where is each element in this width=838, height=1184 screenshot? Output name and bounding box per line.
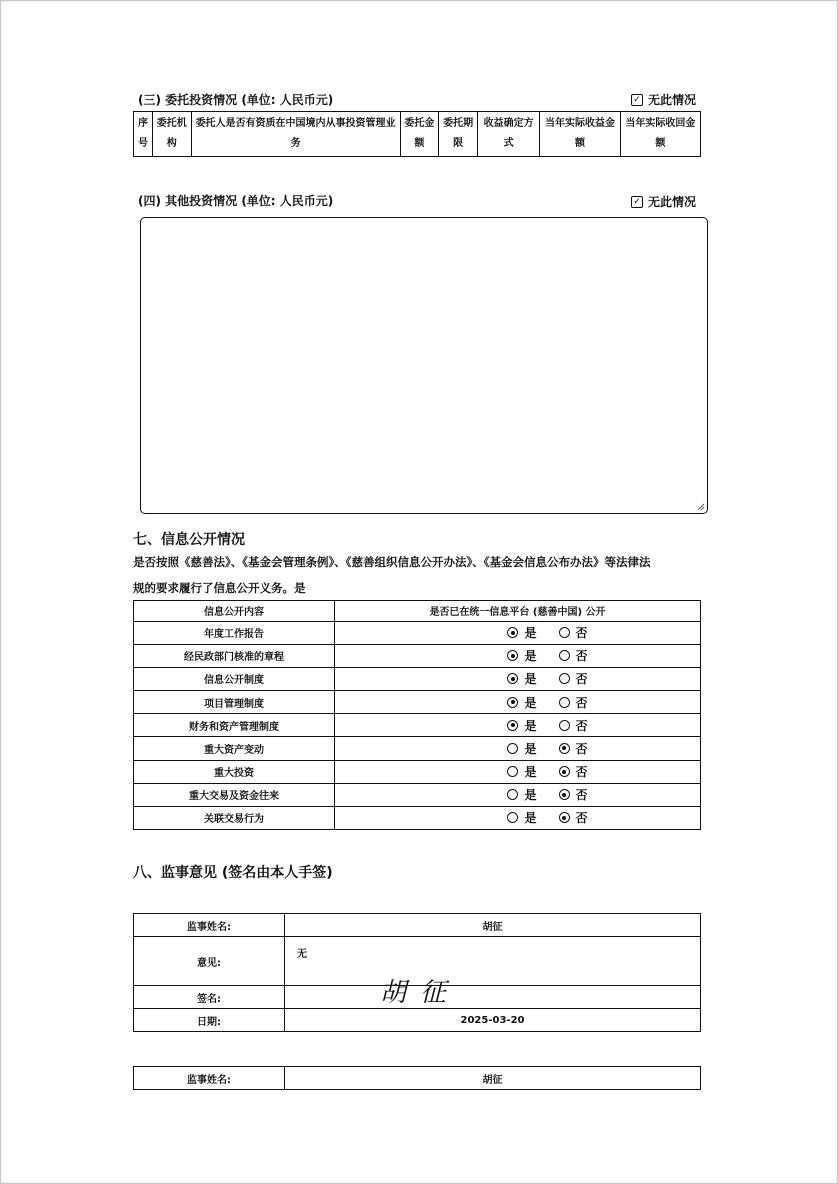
- radio-yes-icon[interactable]: [507, 720, 518, 731]
- radio-no-icon[interactable]: [559, 789, 570, 800]
- disclosure-row: [134, 667, 701, 690]
- entrust-table: [133, 111, 701, 157]
- disclosure-radio-group: [335, 737, 701, 760]
- entrust-header-cell: [152, 112, 191, 157]
- supervisor2-name-label: 监事姓名:: [134, 1067, 285, 1090]
- radio-no-label: 否: [575, 672, 588, 687]
- radio-yes-label: 是: [524, 788, 537, 803]
- disclosure-item-name: 信息公开制度: [134, 667, 335, 690]
- disclosure-item-name: 重大交易及资金往来: [134, 783, 335, 806]
- radio-no-label: 否: [575, 811, 588, 826]
- entrust-header-cell: [400, 112, 439, 157]
- disclosure-item-name: 项目管理制度: [134, 691, 335, 714]
- entrust-header-line2: 式: [503, 138, 514, 149]
- entrust-header-cell: [540, 112, 620, 157]
- radio-yes[interactable]: [507, 670, 536, 687]
- radio-yes-label: 是: [524, 626, 537, 641]
- disclosure-row: [134, 691, 701, 714]
- radio-yes[interactable]: [507, 763, 536, 780]
- checkbox-checked-icon[interactable]: ✓: [631, 94, 643, 106]
- entrust-header-line1: 序: [137, 118, 148, 129]
- entrust-header-line2: 限: [453, 138, 464, 149]
- radio-yes-icon[interactable]: [507, 789, 518, 800]
- entrust-header-line1: 委托人是否有资质在中国境内从事投资管理业: [195, 118, 396, 129]
- entrust-table-header: [134, 112, 701, 157]
- disclosure-row: [134, 714, 701, 737]
- entrust-header-line2: 额: [414, 138, 425, 149]
- disclosure-radio-group: [335, 621, 701, 644]
- radio-yes-icon[interactable]: [507, 627, 518, 638]
- disclosure-radio-group: [335, 667, 701, 690]
- radio-no[interactable]: [559, 670, 588, 687]
- disclosure-item-name: 重大资产变动: [134, 737, 335, 760]
- entrust-header-line2: 号: [137, 138, 148, 149]
- entrust-header-cell: [439, 112, 478, 157]
- radio-yes[interactable]: [507, 809, 536, 826]
- entrust-header-line1: 当年实际收益金: [545, 118, 616, 129]
- disclosure-row: [134, 737, 701, 760]
- radio-no-icon[interactable]: [559, 766, 570, 777]
- radio-yes-icon[interactable]: [507, 673, 518, 684]
- radio-no-icon[interactable]: [559, 720, 570, 731]
- radio-no-icon[interactable]: [559, 812, 570, 823]
- radio-no-label: 否: [575, 718, 588, 733]
- handwritten-signature: [380, 972, 460, 1009]
- radio-no-label: 否: [575, 695, 588, 710]
- entrust-header-line1: 委托期: [443, 118, 474, 129]
- opinion-label: 意见:: [134, 937, 285, 986]
- entrust-header-line1: 收益确定方: [483, 118, 534, 129]
- disclosure-item-name: 重大投资: [134, 760, 335, 783]
- supervisor-name-value: 胡征: [285, 914, 701, 937]
- disclosure-table: [133, 600, 701, 830]
- disclosure-row: [134, 621, 701, 644]
- disclosure-item-name: 财务和资产管理制度: [134, 714, 335, 737]
- radio-no-icon[interactable]: [559, 697, 570, 708]
- entrust-header-cell: [191, 112, 400, 157]
- disclosure-para-line2: 规的要求履行了信息公开义务。是: [133, 581, 306, 595]
- radio-no[interactable]: [559, 694, 588, 711]
- radio-yes-icon[interactable]: [507, 697, 518, 708]
- disclosure-row: [134, 644, 701, 667]
- disclosure-radio-group: [335, 691, 701, 714]
- radio-yes[interactable]: [507, 647, 536, 664]
- disclosure-radio-group: [335, 714, 701, 737]
- supervisor2-name-value: 胡征: [285, 1067, 701, 1090]
- radio-yes[interactable]: [507, 694, 536, 711]
- disclosure-row: [134, 783, 701, 806]
- disclosure-radio-group: [335, 644, 701, 667]
- disclosure-radio-group: [335, 806, 701, 829]
- radio-yes-label: 是: [524, 695, 537, 710]
- entrust-header-cell: [477, 112, 539, 157]
- radio-no[interactable]: [559, 624, 588, 641]
- disclosure-item-name: 年度工作报告: [134, 621, 335, 644]
- entrust-header-line2: 构: [166, 138, 177, 149]
- entrust-header-line1: 委托金: [404, 118, 435, 129]
- entrust-no-info[interactable]: [631, 91, 696, 108]
- disclosure-radio-group: [335, 783, 701, 806]
- radio-no-label: 否: [575, 765, 588, 780]
- other-no-info-label: 无此情况: [648, 195, 697, 209]
- other-section-title: (四) 其他投资情况 (单位: 人民币元): [138, 194, 334, 208]
- radio-yes[interactable]: [507, 786, 536, 803]
- entrust-header-line1: 委托机: [156, 118, 187, 129]
- radio-no-icon[interactable]: [559, 650, 570, 661]
- radio-yes-label: 是: [524, 649, 537, 664]
- signature-text: 胡征: [380, 978, 461, 1008]
- radio-no-icon[interactable]: [559, 743, 570, 754]
- supervisor2-table: [133, 1066, 701, 1090]
- radio-no-icon[interactable]: [559, 627, 570, 638]
- date-value: 2025-03-20: [285, 1009, 701, 1032]
- opinion-value: 无: [285, 937, 701, 986]
- radio-no[interactable]: [559, 763, 588, 780]
- radio-no-icon[interactable]: [559, 673, 570, 684]
- radio-no[interactable]: [559, 740, 588, 757]
- disclosure-para-line1: 是否按照《慈善法》、《基金会管理条例》、《慈善组织信息公开办法》、《基金会信息公布办法》等法律法: [133, 555, 651, 569]
- disclosure-radio-group: [335, 760, 701, 783]
- disclosure-item-name: 关联交易行为: [134, 806, 335, 829]
- disclosure-row: [134, 760, 701, 783]
- entrust-header-line2: 额: [655, 138, 666, 149]
- disclosure-paragraph: [133, 549, 703, 601]
- radio-yes[interactable]: [507, 717, 536, 734]
- entrust-header-line2: 务: [290, 138, 301, 149]
- radio-yes-icon[interactable]: [507, 743, 518, 754]
- disclosure-item-name: 经民政部门核准的章程: [134, 644, 335, 667]
- entrust-header-line2: 额: [575, 138, 586, 149]
- disclosure-col2-header: 是否已在统一信息平台 (慈善中国) 公开: [335, 601, 701, 622]
- resize-handle-icon[interactable]: [697, 503, 705, 511]
- radio-yes-label: 是: [524, 765, 537, 780]
- checkbox-checked-icon[interactable]: ✓: [631, 196, 643, 208]
- radio-no[interactable]: [559, 717, 588, 734]
- radio-yes-icon[interactable]: [507, 812, 518, 823]
- entrust-header-cell: [134, 112, 153, 157]
- signature-cell: [285, 978, 701, 1009]
- radio-no-label: 否: [575, 741, 588, 756]
- radio-yes-icon[interactable]: [507, 650, 518, 661]
- supervisor-table: [133, 913, 701, 1032]
- radio-yes-label: 是: [524, 741, 537, 756]
- supervisor-heading: 八、监事意见 (签名由本人手签): [133, 865, 333, 881]
- disclosure-row: [134, 806, 701, 829]
- entrust-header-cell: [620, 112, 700, 157]
- sign-label: 签名:: [134, 986, 285, 1009]
- entrust-section-title: (三) 委托投资情况 (单位: 人民币元): [138, 93, 334, 107]
- radio-no[interactable]: [559, 786, 588, 803]
- date-label: 日期:: [134, 1009, 285, 1032]
- radio-yes-label: 是: [524, 672, 537, 687]
- radio-no-label: 否: [575, 788, 588, 803]
- entrust-header-line1: 当年实际收回金: [625, 118, 696, 129]
- disclosure-col1-header: 信息公开内容: [134, 601, 335, 622]
- radio-no[interactable]: [559, 809, 588, 826]
- radio-no[interactable]: [559, 647, 588, 664]
- radio-yes[interactable]: [507, 740, 536, 757]
- radio-no-label: 否: [575, 649, 588, 664]
- other-investment-textarea[interactable]: [140, 217, 708, 514]
- disclosure-heading: 七、信息公开情况: [133, 532, 245, 548]
- entrust-no-info-label: 无此情况: [648, 93, 697, 107]
- radio-no-label: 否: [575, 626, 588, 641]
- radio-yes-label: 是: [524, 718, 537, 733]
- other-no-info[interactable]: [631, 193, 696, 210]
- radio-yes-label: 是: [524, 811, 537, 826]
- supervisor-name-label: 监事姓名:: [134, 914, 285, 937]
- radio-yes[interactable]: [507, 624, 536, 641]
- radio-yes-icon[interactable]: [507, 766, 518, 777]
